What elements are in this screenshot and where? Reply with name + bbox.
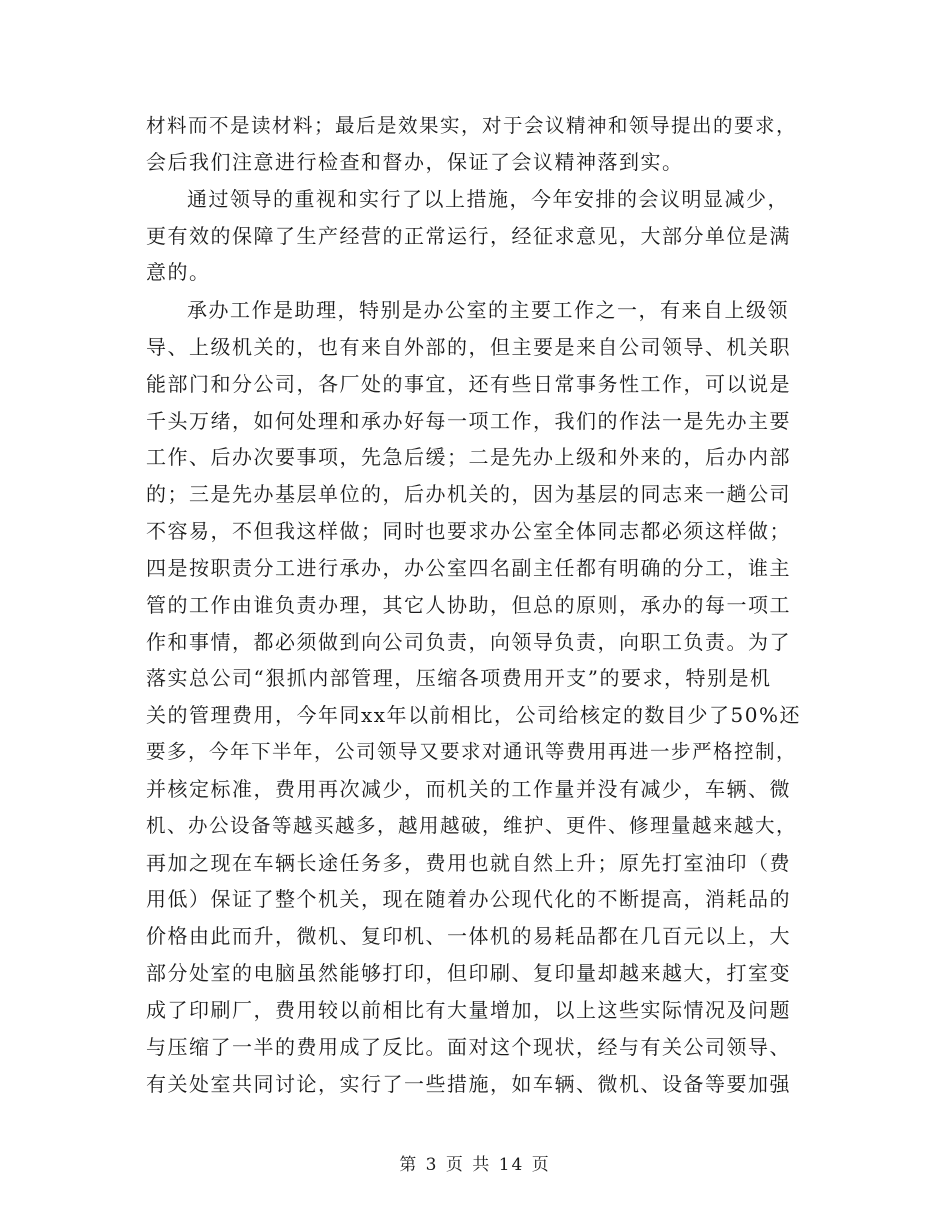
text-line: 工作、后办次要事项，先急后缓；二是先办上级和外来的，后办内部 [146, 445, 791, 469]
text-line: 四是按职责分工进行承办，办公室四名副主任都有明确的分工，谁主 [146, 556, 791, 580]
text-line: 有关处室共同讨论，实行了一些措施，如车辆、微机、设备等要加强 [146, 1072, 791, 1096]
text-line: 机、办公设备等越买越多，越用越破，维护、更件、修理量越来越大， [146, 814, 798, 837]
text-line: 落实总公司“狠抓内部管理，压缩各项费用开支”的要求，特别是机 [146, 666, 772, 690]
text-line: 导、上级机关的，也有来自外部的，但主要是来自公司领导、机关职 [146, 335, 791, 359]
text-line: 用低）保证了整个机关，现在随着办公现代化的不断提高，消耗品的 [146, 887, 791, 911]
text-line: 要多，今年下半年，公司领导又要求对通讯等费用再进一步严格控制， [146, 740, 798, 763]
text-line: 并核定标准，费用再次减少，而机关的工作量并没有减少，车辆、微 [146, 777, 791, 801]
text-line: 管的工作由谁负责办理，其它人协助，但总的原则，承办的每一项工 [146, 593, 791, 617]
text-line: 更有效的保障了生产经营的正常运行，经征求意见，大部分单位是满 [146, 224, 791, 248]
text-line: 千头万绪，如何处理和承办好每一项工作，我们的作法一是先办主要 [146, 409, 791, 433]
text-line: 再加之现在车辆长途任务多，费用也就自然上升；原先打室油印（费 [146, 851, 791, 875]
text-line: 意的。 [146, 260, 211, 284]
text-line: 价格由此而升，微机、复印机、一体机的易耗品都在几百元以上，大 [146, 924, 791, 948]
text-line: 的；三是先办基层单位的，后办机关的，因为基层的同志来一趟公司 [146, 482, 791, 506]
text-line: 通过领导的重视和实行了以上措施，今年安排的会议明显减少， [187, 187, 789, 211]
text-line: 材料而不是读材料；最后是效果实，对于会议精神和领导提出的要求， [146, 114, 798, 137]
text-line: 关的管理费用，今年同xx年以前相比，公司给核定的数目少了50%还 [146, 703, 802, 727]
text-line: 部分处室的电脑虽然能够打印，但印刷、复印量却越来越大，打室变 [146, 961, 791, 985]
text-line: 会后我们注意进行检查和督办，保证了会议精神落到实。 [146, 150, 684, 174]
text-line: 能部门和分公司，各厂处的事宜，还有些日常事务性工作，可以说是 [146, 372, 791, 396]
text-line: 与压缩了一半的费用成了反比。面对这个现状，经与有关公司领导、 [146, 1035, 791, 1059]
text-line: 作和事情，都必须做到向公司负责，向领导负责，向职工负责。为了 [146, 630, 791, 654]
text-line: 承办工作是助理，特别是办公室的主要工作之一，有来自上级领 [187, 298, 789, 322]
page-number-footer: 第 3 页 共 14 页 [399, 1155, 551, 1175]
text-line: 不容易，不但我这样做；同时也要求办公室全体同志都必须这样做； [146, 519, 791, 543]
text-line: 成了印刷厂，费用较以前相比有大量增加，以上这些实际情况及问题 [146, 998, 791, 1022]
